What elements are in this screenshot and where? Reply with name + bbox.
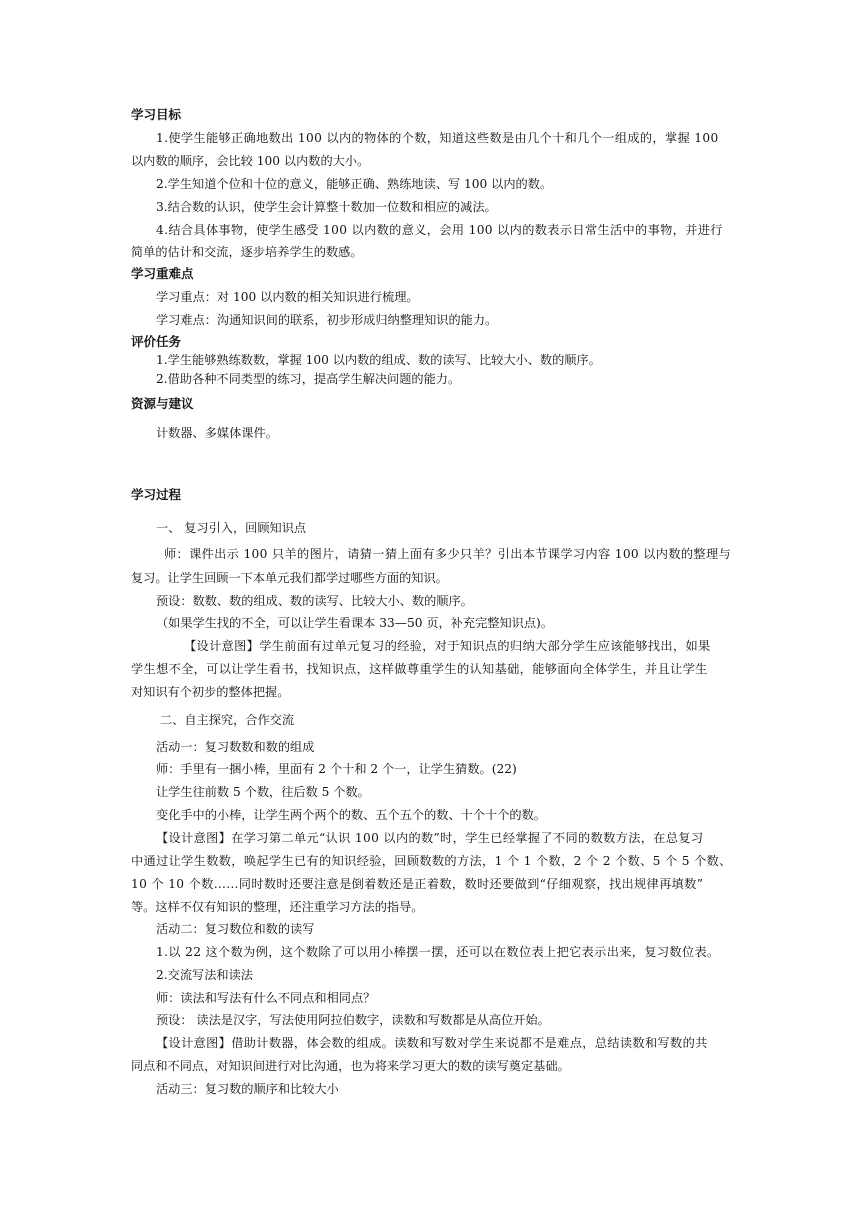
activity-1-line-1: 师：手里有一捆小棒，里面有 2 个十和 2 个一，让学生猜数。(22) xyxy=(156,762,517,776)
section-title-resources: 资源与建议 xyxy=(131,396,194,411)
goal-4-line-2: 简单的估计和交流，逐步培养学生的数感。 xyxy=(131,245,363,259)
goal-1-line-1: 1.使学生能够正确地数出 100 以内的物体的个数，知道这些数是由几个十和几个一组成的，掌握 100 xyxy=(156,131,719,145)
activity-1-design-intent-line-4: 等。这样不仅有知识的整理，还注重学习方法的指导。 xyxy=(131,900,424,914)
goal-2: 2.学生知道个位和十位的意义，能够正确、熟练地读、写 100 以内的数。 xyxy=(156,177,553,191)
activity-2-title: 活动二：复习数位和数的读写 xyxy=(156,922,315,936)
goal-1-line-2: 以内数的顺序，会比较 100 以内数的大小。 xyxy=(131,154,370,168)
activity-1-line-3: 变化手中的小棒，让学生两个两个的数、五个五个的数、十个十个的数。 xyxy=(156,808,546,822)
activity-2-design-intent-line-1: 【设计意图】借助计数器，体会数的组成。读数和写数对学生来说都不是难点，总结读数和写数的共 xyxy=(156,1036,708,1050)
section-title-goals: 学习目标 xyxy=(131,107,182,122)
activity-2-line-3: 师：读法和写法有什么不同点和相同点？ xyxy=(156,991,376,1005)
part-1-line-2: 复习。让学生回顾一下本单元我们都学过哪些方面的知识。 xyxy=(131,571,448,585)
part-1-line-1: 师：课件出示 100 只羊的图片，请猜一猜上面有多少只羊？引出本节课学习内容 100 以内数的整理与 xyxy=(164,547,732,561)
activity-2-design-intent-line-2: 同点和不同点，对知识间进行对比沟通，也为将来学习更大的数的读写奠定基础。 xyxy=(131,1059,570,1073)
section-title-evaluation: 评价任务 xyxy=(131,334,182,349)
activity-3-title: 活动三：复习数的顺序和比较大小 xyxy=(156,1082,339,1096)
section-title-process: 学习过程 xyxy=(131,487,182,502)
activity-2-line-2: 2.交流写法和读法 xyxy=(156,968,253,982)
part-1-heading: 一、 复习引入，回顾知识点 xyxy=(156,521,307,535)
goal-4-line-1: 4.结合具体事物，使学生感受 100 以内数的意义，会用 100 以内的数表示日常生活中的事物，并进行 xyxy=(156,223,723,237)
part-1-line-3: 预设：数数、数的组成、数的读写、比较大小、数的顺序。 xyxy=(156,594,473,608)
key-focus: 学习重点：对 100 以内数的相关知识进行梳理。 xyxy=(156,290,419,304)
part-1-design-intent-line-2: 学生想不全，可以让学生看书，找知识点，这样做尊重学生的认知基础，能够面向全体学生，并且让学生 xyxy=(131,662,708,676)
activity-1-design-intent-line-1: 【设计意图】在学习第二单元“认识 100 以内的数”时，学生已经掌握了不同的数数方法，在总复习 xyxy=(156,831,704,845)
evaluation-task-1: 1.学生能够熟练数数，掌握 100 以内数的组成、数的读写、比较大小、数的顺序。 xyxy=(156,353,601,367)
part-1-design-intent-line-1: 【设计意图】学生前面有过单元复习的经验，对于知识点的归纳大部分学生应该能够找出，如果 xyxy=(184,639,711,653)
goal-3: 3.结合数的认识，使学生会计算整十数加一位数和相应的减法。 xyxy=(156,200,497,214)
activity-2-line-1: 1.以 22 这个数为例，这个数除了可以用小棒摆一摆，还可以在数位表上把它表示出来，复习数位表。 xyxy=(156,945,720,959)
part-2-heading: 二、自主探究，合作交流 xyxy=(160,713,295,727)
part-1-design-intent-line-3: 对知识有个初步的整体把握。 xyxy=(131,685,290,699)
activity-2-line-4: 预设： 读法是汉字，写法使用阿拉伯数字，读数和写数都是从高位开始。 xyxy=(156,1013,550,1027)
section-title-keypoints: 学习重难点 xyxy=(131,266,194,281)
evaluation-task-2: 2.借助各种不同类型的练习，提高学生解决问题的能力。 xyxy=(156,372,461,386)
activity-1-title: 活动一：复习数数和数的组成 xyxy=(156,740,315,754)
resources-text: 计数器、多媒体课件。 xyxy=(156,426,278,440)
key-difficulty: 学习难点：沟通知识间的联系，初步形成归纳整理知识的能力。 xyxy=(156,313,498,327)
part-1-line-4: （如果学生找的不全，可以让学生看课本 33—50 页，补充完整知识点)。 xyxy=(156,616,553,630)
activity-1-design-intent-line-3: 10 个 10 个数……同时数时还要注意是倒着数还是正着数，数时还要做到“仔细观察，找出规律再填数” xyxy=(131,877,704,891)
activity-1-design-intent-line-2: 中通过让学生数数，唤起学生已有的知识经验，回顾数数的方法，1 个 1 个数，2 个 2 个数、5 个 5 个数、 xyxy=(131,854,732,868)
activity-1-line-2: 让学生往前数 5 个数，往后数 5 个数。 xyxy=(156,785,370,799)
